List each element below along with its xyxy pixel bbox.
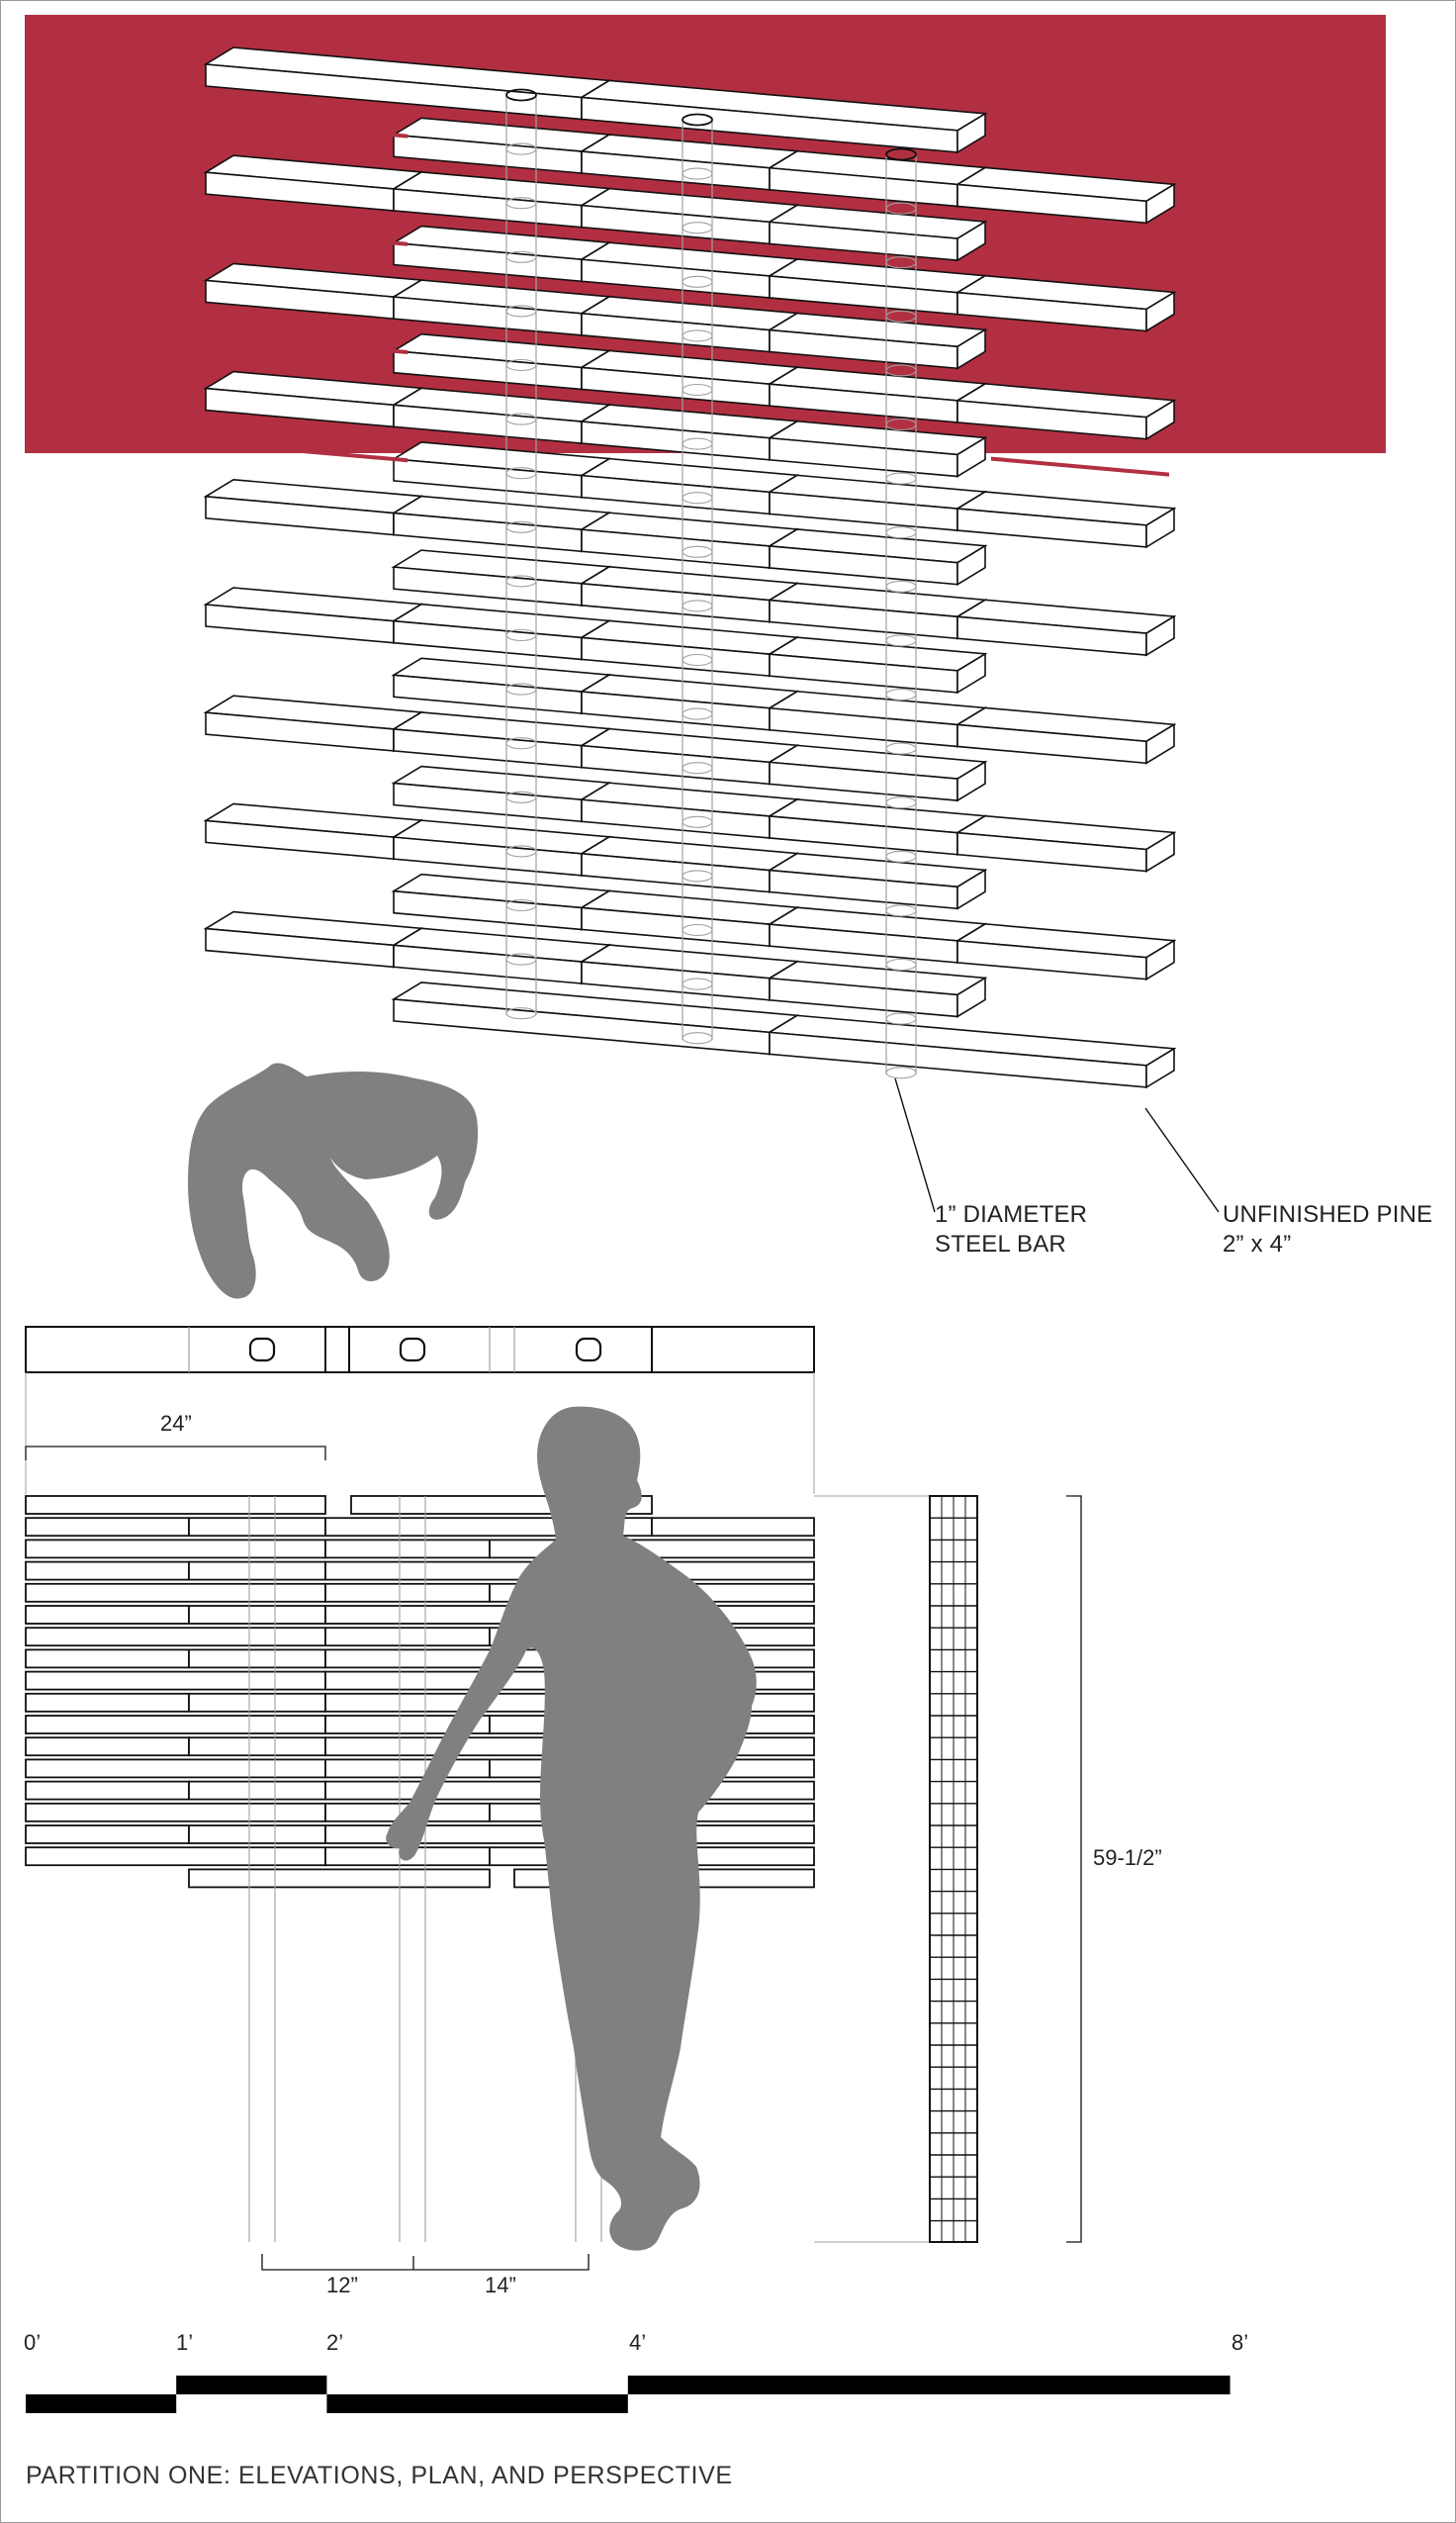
board-segment — [770, 529, 985, 585]
board-segment — [957, 924, 1174, 980]
board-segment — [206, 696, 421, 751]
board-width-dimension-line — [26, 1447, 325, 1460]
pine-callout-line1: UNFINISHED PINE — [1223, 1201, 1433, 1228]
board-segment — [582, 890, 797, 946]
board-segment — [770, 637, 985, 693]
steel-bar-ring — [886, 527, 916, 538]
steel-bar-callout-line1: 1” DIAMETER — [935, 1201, 1088, 1228]
elevation-board — [325, 1759, 490, 1777]
board-segment — [582, 783, 797, 838]
steel-bar-callout-line2: STEEL BAR — [935, 1231, 1066, 1258]
board-segment — [957, 492, 1174, 547]
elevation-board — [26, 1825, 189, 1843]
bar-spacing-dimension-1: 12” — [326, 2273, 358, 2297]
elevation-board — [189, 1782, 325, 1800]
scale-label-0: 0’ — [24, 2330, 42, 2355]
board-segment — [582, 675, 797, 730]
elevation-board — [26, 1847, 325, 1865]
board-segment — [582, 459, 797, 514]
board-segment — [582, 567, 797, 622]
steel-bar-ring — [886, 581, 916, 592]
plan-outline — [26, 1327, 814, 1372]
scale-bar-segment — [326, 2394, 627, 2413]
board-segment — [770, 962, 985, 1017]
board-segment — [394, 712, 609, 768]
board-segment — [206, 912, 421, 968]
steel-bar-callout — [935, 1200, 1087, 1260]
bar-spacing-dimension-2: 14” — [485, 2273, 516, 2297]
elevation-board — [189, 1649, 325, 1667]
red-gap-right — [991, 457, 1169, 477]
elevation-board — [189, 1606, 325, 1624]
elevation-board — [189, 1694, 325, 1712]
steel-bar-ring — [886, 851, 916, 862]
scale-bar-segment — [176, 2376, 326, 2394]
steel-bar-ring — [886, 960, 916, 971]
board-segment — [770, 745, 985, 800]
height-dimension: 59-1/2” — [1093, 1845, 1162, 1870]
steel-bar-ring — [886, 797, 916, 808]
steel-bar-ring — [886, 635, 916, 646]
board-segment — [957, 707, 1174, 763]
elevation-board — [652, 1518, 814, 1536]
elevation-board — [26, 1562, 189, 1580]
board-segment — [206, 588, 421, 643]
plan-view — [26, 1327, 814, 1494]
drawing-caption: PARTITION ONE: ELEVATIONS, PLAN, AND PERSPECTIVE — [26, 2462, 733, 2489]
board-segment — [770, 584, 985, 639]
board-segment — [394, 928, 609, 983]
elevation-board — [189, 1562, 325, 1580]
scale-bar — [26, 2376, 1230, 2413]
elevation-board — [26, 1759, 325, 1777]
board-segment — [394, 605, 609, 660]
steel-bar-ring — [886, 743, 916, 754]
board-segment — [770, 854, 985, 909]
elevation-board — [26, 1737, 189, 1755]
steel-bar-ring — [886, 1068, 916, 1078]
scale-label-2: 2’ — [326, 2330, 344, 2355]
steel-bar-ring — [886, 473, 916, 484]
elevation-board — [26, 1716, 325, 1733]
board-segment — [394, 658, 609, 713]
elevation-board — [26, 1628, 325, 1645]
scale-bar-segment — [26, 2394, 176, 2413]
scale-label-1: 1’ — [176, 2330, 194, 2355]
board-segment — [582, 729, 797, 785]
elevation-board — [26, 1804, 325, 1822]
side-elevation — [930, 1496, 977, 2242]
board-segment — [957, 816, 1174, 872]
elevation-board — [26, 1518, 189, 1536]
board-segment — [394, 497, 609, 552]
board-segment — [394, 820, 609, 876]
pine-leader — [1145, 1108, 1219, 1212]
board-segment — [394, 550, 609, 606]
board-segment — [394, 875, 609, 930]
pine-callout — [1223, 1200, 1432, 1260]
elevation-board — [189, 1869, 490, 1887]
elevation-board — [189, 1518, 325, 1536]
board-segment — [770, 1015, 1174, 1087]
scale-label-4: 4’ — [629, 2330, 647, 2355]
board-width-dimension: 24” — [160, 1411, 192, 1436]
elevation-board — [189, 1737, 325, 1755]
elevation-board — [26, 1694, 189, 1712]
elevation-board — [325, 1540, 490, 1557]
board-segment — [582, 513, 797, 568]
elevation-board — [325, 1672, 490, 1690]
board-segment — [206, 480, 421, 535]
elevation-board — [325, 1584, 490, 1602]
elevation-board — [26, 1584, 325, 1602]
steel-bar-ring — [886, 905, 916, 916]
elevation-board — [26, 1649, 189, 1667]
elevation-board — [26, 1540, 325, 1557]
board-segment — [394, 767, 609, 822]
board-segment — [770, 692, 985, 747]
steel-bar-leader — [895, 1078, 935, 1212]
steel-bar-ring — [886, 1013, 916, 1024]
board-segment — [957, 600, 1174, 655]
board-segment — [770, 475, 985, 530]
elevation-board — [189, 1825, 325, 1843]
person-plan-silhouette — [188, 1064, 478, 1299]
elevation-board — [26, 1672, 325, 1690]
scale-bar-segment — [628, 2376, 1230, 2394]
elevation-board — [26, 1782, 189, 1800]
steel-bar-ring — [886, 690, 916, 701]
height-dimension-line — [1066, 1496, 1081, 2242]
board-segment — [206, 803, 421, 859]
elevation-board — [325, 1628, 490, 1645]
board-segment — [770, 907, 985, 963]
board-segment — [582, 620, 797, 676]
board-segment — [582, 837, 797, 892]
elevation-board — [26, 1496, 325, 1514]
board-segment — [770, 799, 985, 855]
pine-callout-line2: 2” x 4” — [1223, 1231, 1292, 1258]
front-elevation — [26, 1496, 930, 2242]
bar-spacing-dimension-line — [262, 2254, 589, 2270]
scale-label-8: 8’ — [1231, 2330, 1249, 2355]
elevation-board — [26, 1606, 189, 1624]
board-segment — [582, 945, 797, 1000]
